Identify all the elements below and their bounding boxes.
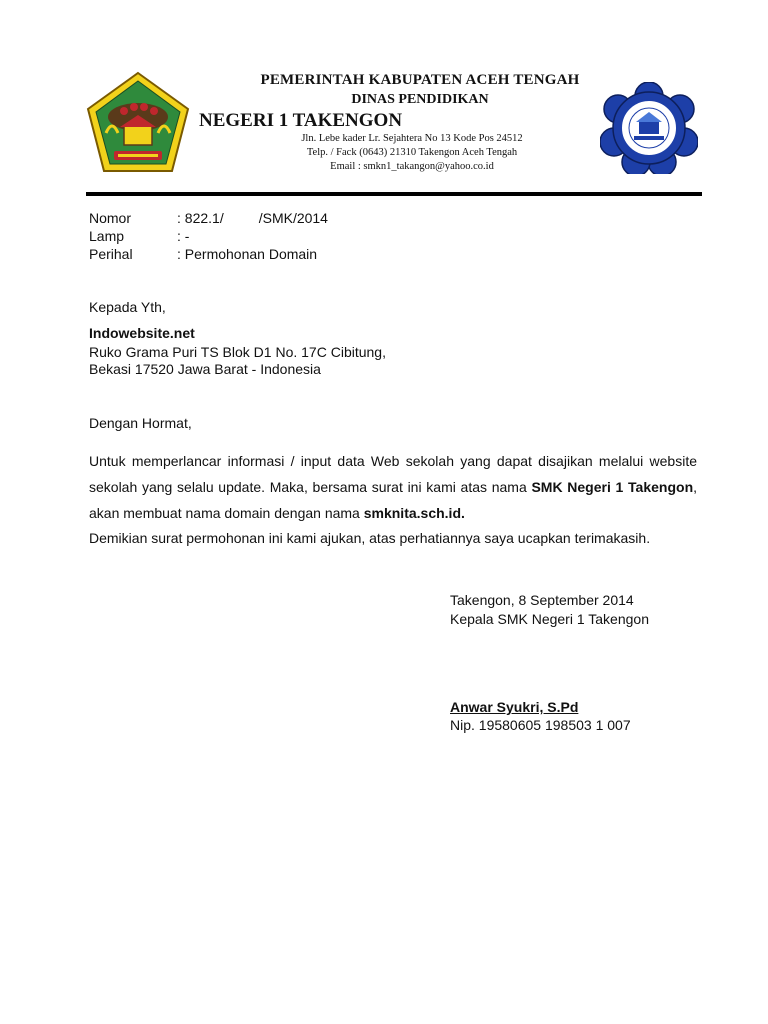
aceh-tengah-emblem-icon [84, 71, 192, 173]
nomor-label: Nomor [89, 210, 132, 226]
government-name: PEMERINTAH KABUPATEN ACEH TENGAH [260, 72, 580, 88]
signatory-name: Anwar Syukri, S.Pd [450, 699, 579, 715]
lamp-value: : - [177, 228, 190, 244]
recipient-address-line1: Ruko Grama Puri TS Blok D1 No. 17C Cibitung, [89, 344, 386, 360]
letterhead-divider [86, 192, 702, 196]
school-email: Email : smkn1_takangon@yahoo.co.id [330, 161, 494, 172]
recipient-address-line2: Bekasi 17520 Jawa Barat - Indonesia [89, 361, 321, 377]
signature-place-date: Takengon, 8 September 2014 [450, 592, 634, 608]
nomor-value: : 822.1/ /SMK/2014 [177, 210, 328, 226]
perihal-label: Perihal [89, 246, 133, 262]
school-address: Jln. Lebe kader Lr. Sejahtera No 13 Kode Pos 24512 [301, 133, 523, 144]
body-text-1: Untuk memperlancar informasi / input data Web sekolah yang dapat disajikan melalui website sekolah yang selalu update. Maka, bersama surat ini kami atas nama [89, 453, 697, 495]
signature-title: Kepala SMK Negeri 1 Takengon [450, 611, 649, 627]
greeting: Dengan Hormat, [89, 415, 192, 431]
lamp-label: Lamp [89, 228, 125, 244]
perihal-value: : Permohonan Domain [177, 246, 318, 262]
signatory-nip: Nip. 19580605 198503 1 007 [450, 717, 631, 733]
recipient-name: Indowebsite.net [89, 325, 195, 341]
closing-paragraph: Demikian surat permohonan ini kami ajukan, atas perhatiannya saya ucapkan terimakasih. [89, 530, 651, 546]
body-paragraph [89, 448, 697, 526]
department-name: DINAS PENDIDIKAN [351, 92, 489, 107]
recipient-salutation: Kepada Yth, [89, 299, 166, 315]
school-name-bold: SMK Negeri 1 Takengon [531, 479, 694, 495]
school-phone: Telp. / Fack (0643) 21310 Takengon Aceh Tengah [306, 147, 518, 158]
school-name: NEGERI 1 TAKENGON [199, 110, 403, 131]
domain-name-bold: smknita.sch.id. [363, 505, 465, 521]
body-text-2: , akan membuat nama domain dengan nama [89, 479, 698, 521]
